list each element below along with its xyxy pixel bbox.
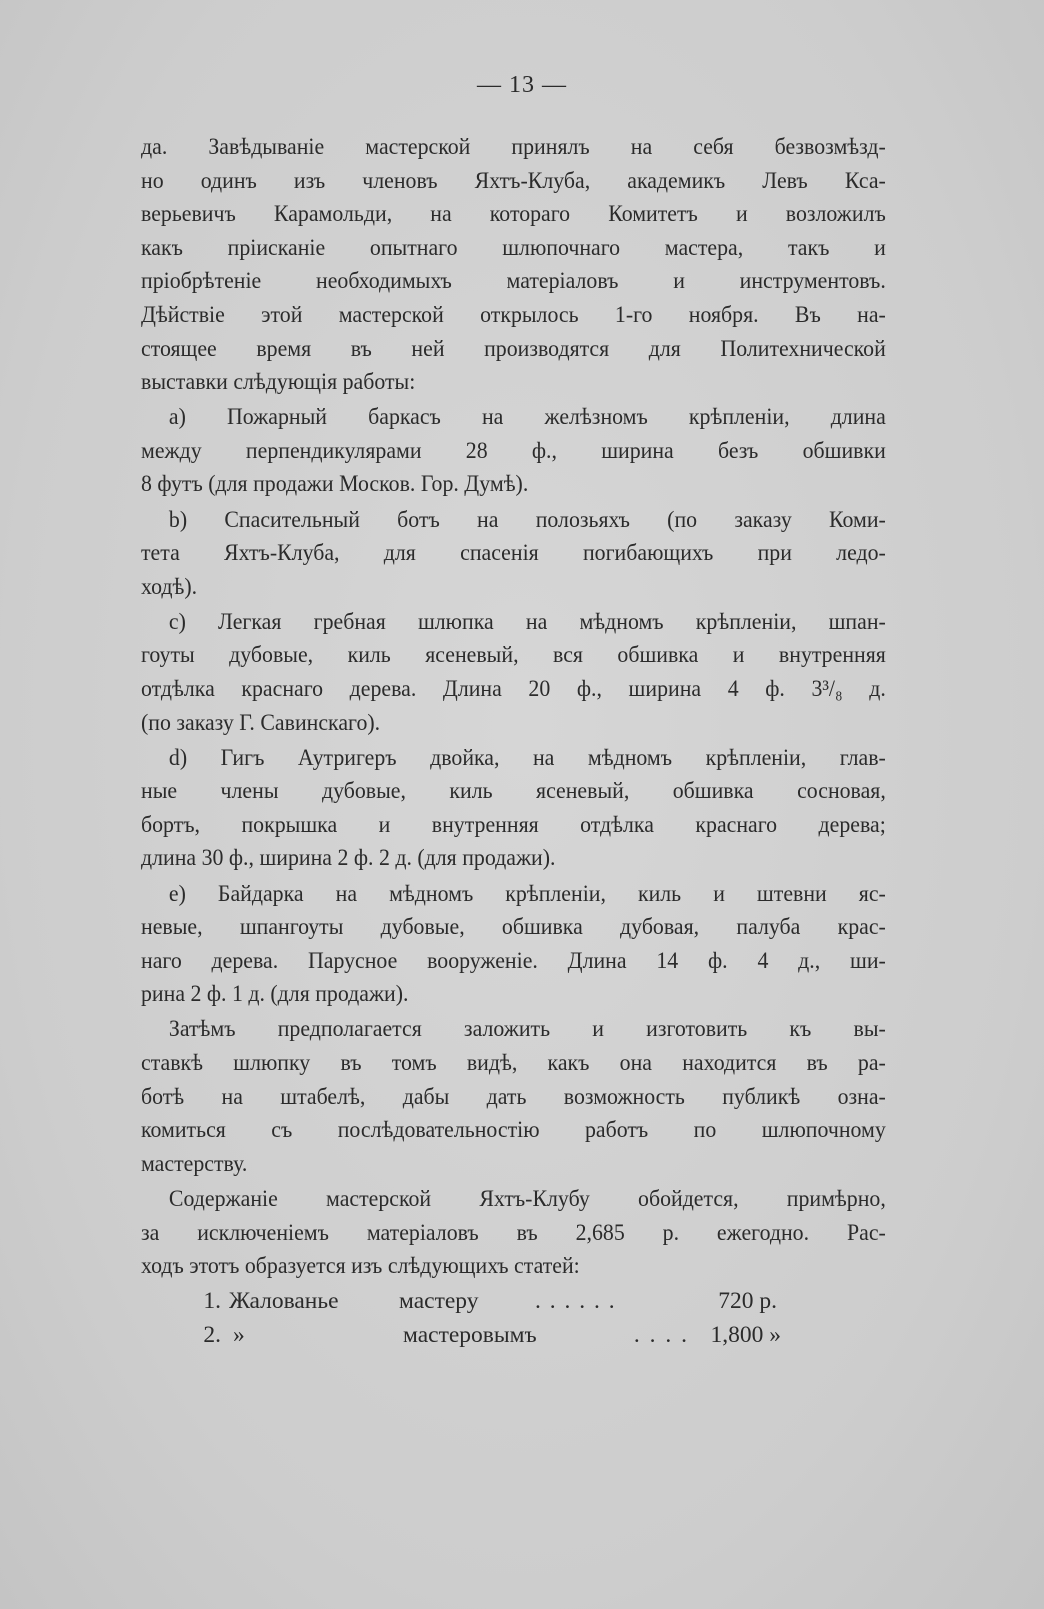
text-line: комиться съ послѣдовательностію работъ по шлюпочному <box>141 1117 886 1144</box>
text-line: бортъ, покрышка и внутренняя отдѣлка краснаго дерева; <box>141 811 886 838</box>
expense-number: 1. <box>203 1288 221 1315</box>
text-line: выставки слѣдующія работы: <box>141 369 416 396</box>
expense-item <box>141 1285 886 1319</box>
paragraph <box>141 131 886 400</box>
expense-item <box>141 1319 886 1353</box>
text-line: 8 футъ (для продажи Москов. Гор. Думѣ). <box>141 471 529 498</box>
body-text <box>141 131 886 1352</box>
paragraph <box>141 878 886 1012</box>
expense-dots: . . . . . . <box>535 1288 617 1315</box>
text-line: Затѣмъ предполагается заложить и изготовить къ вы- <box>168 1016 886 1043</box>
text-line: наго дерева. Парусное вооруженіе. Длина 14 ф. 4 д., ши- <box>141 947 886 974</box>
text-line: Содержаніе мастерской Яхтъ-Клубу обойдется, примѣрно, <box>168 1185 886 1212</box>
text-line: ходъ этотъ образуется изъ слѣдующихъ статей: <box>141 1253 580 1280</box>
text-line: стоящее время въ ней производятся для Политехнической <box>141 335 886 362</box>
paragraph <box>141 1013 886 1181</box>
paragraph <box>141 606 886 740</box>
text-line: ходѣ). <box>141 573 198 600</box>
text-line: какъ пріисканіе опытнаго шлюпочнаго мастера, такъ и <box>141 234 886 261</box>
expense-detail: мастеру <box>399 1288 479 1315</box>
text-line: да. Завѣдываніе мастерской принялъ на себя безвозмѣзд- <box>141 134 886 160</box>
text-line: невые, шпангоуты дубовые, обшивка дубовая, палуба крас- <box>141 914 886 941</box>
text-line: d) Гигъ Аутригеръ двойка, на мѣдномъ крѣпленіи, глав- <box>168 744 886 771</box>
text-line: (по заказу Г. Савинскаго). <box>141 709 381 736</box>
page-number: — 13 — <box>477 72 567 98</box>
text-line: за исключеніемъ матеріаловъ въ 2,685 р. ежегодно. Рас- <box>141 1219 886 1246</box>
text-line: ботѣ на штабелѣ, дабы дать возможность публикѣ озна- <box>141 1083 886 1110</box>
text-line: верьевичъ Карамольди, на котораго Комитетъ и возложилъ <box>141 201 886 228</box>
expense-number: 2. <box>203 1321 221 1348</box>
expense-label: Жалованье <box>229 1288 339 1315</box>
text-line: длина 30 ф., ширина 2 ф. 2 д. (для продажи). <box>141 845 556 872</box>
expense-amount: 720 р. <box>718 1288 777 1315</box>
text-line: c) Легкая гребная шлюпка на мѣдномъ крѣпленіи, шпан- <box>168 608 886 635</box>
text-line: e) Байдарка на мѣдномъ крѣпленіи, киль и штевни яс- <box>168 880 886 907</box>
paragraph <box>141 1183 886 1284</box>
text-line: пріобрѣтеніе необходимыхъ матеріаловъ и инструментовъ. <box>141 268 886 295</box>
text-line: мастерству. <box>141 1150 248 1177</box>
expense-detail: мастеровымъ <box>403 1321 537 1348</box>
expense-dots: . . . . <box>633 1321 689 1348</box>
text-line: между перпендикулярами 28 ф., ширина безъ обшивки <box>141 437 886 464</box>
text-line: гоуты дубовые, киль ясеневый, вся обшивка и внутренняя <box>141 642 886 669</box>
paragraph <box>141 504 886 605</box>
text-line: ные члены дубовые, киль ясеневый, обшивка сосновая, <box>141 778 886 805</box>
paragraph <box>141 742 886 876</box>
text-line: ставкѣ шлюпку въ томъ видѣ, какъ она находится въ ра- <box>141 1050 886 1077</box>
text-line: отдѣлка краснаго дерева. Длина 20 ф., ширина 4 ф. 3³/₈ д. <box>141 676 886 702</box>
text-line: b) Спасительный ботъ на полозьяхъ (по заказу Коми- <box>168 506 886 533</box>
paragraph <box>141 401 886 502</box>
expense-label: » <box>233 1321 245 1348</box>
text-line: рина 2 ф. 1 д. (для продажи). <box>141 981 409 1008</box>
text-line: но одинъ изъ членовъ Яхтъ-Клуба, академикъ Левъ Кса- <box>141 167 886 194</box>
text-line: Дѣйствіе этой мастерской открылось 1-го ноября. Въ на- <box>141 301 886 328</box>
expense-amount: 1,800 » <box>710 1321 781 1348</box>
text-line: тета Яхтъ-Клуба, для спасенія погибающихъ при ледо- <box>141 540 886 567</box>
text-line: a) Пожарный баркасъ на желѣзномъ крѣпленіи, длина <box>168 404 886 431</box>
